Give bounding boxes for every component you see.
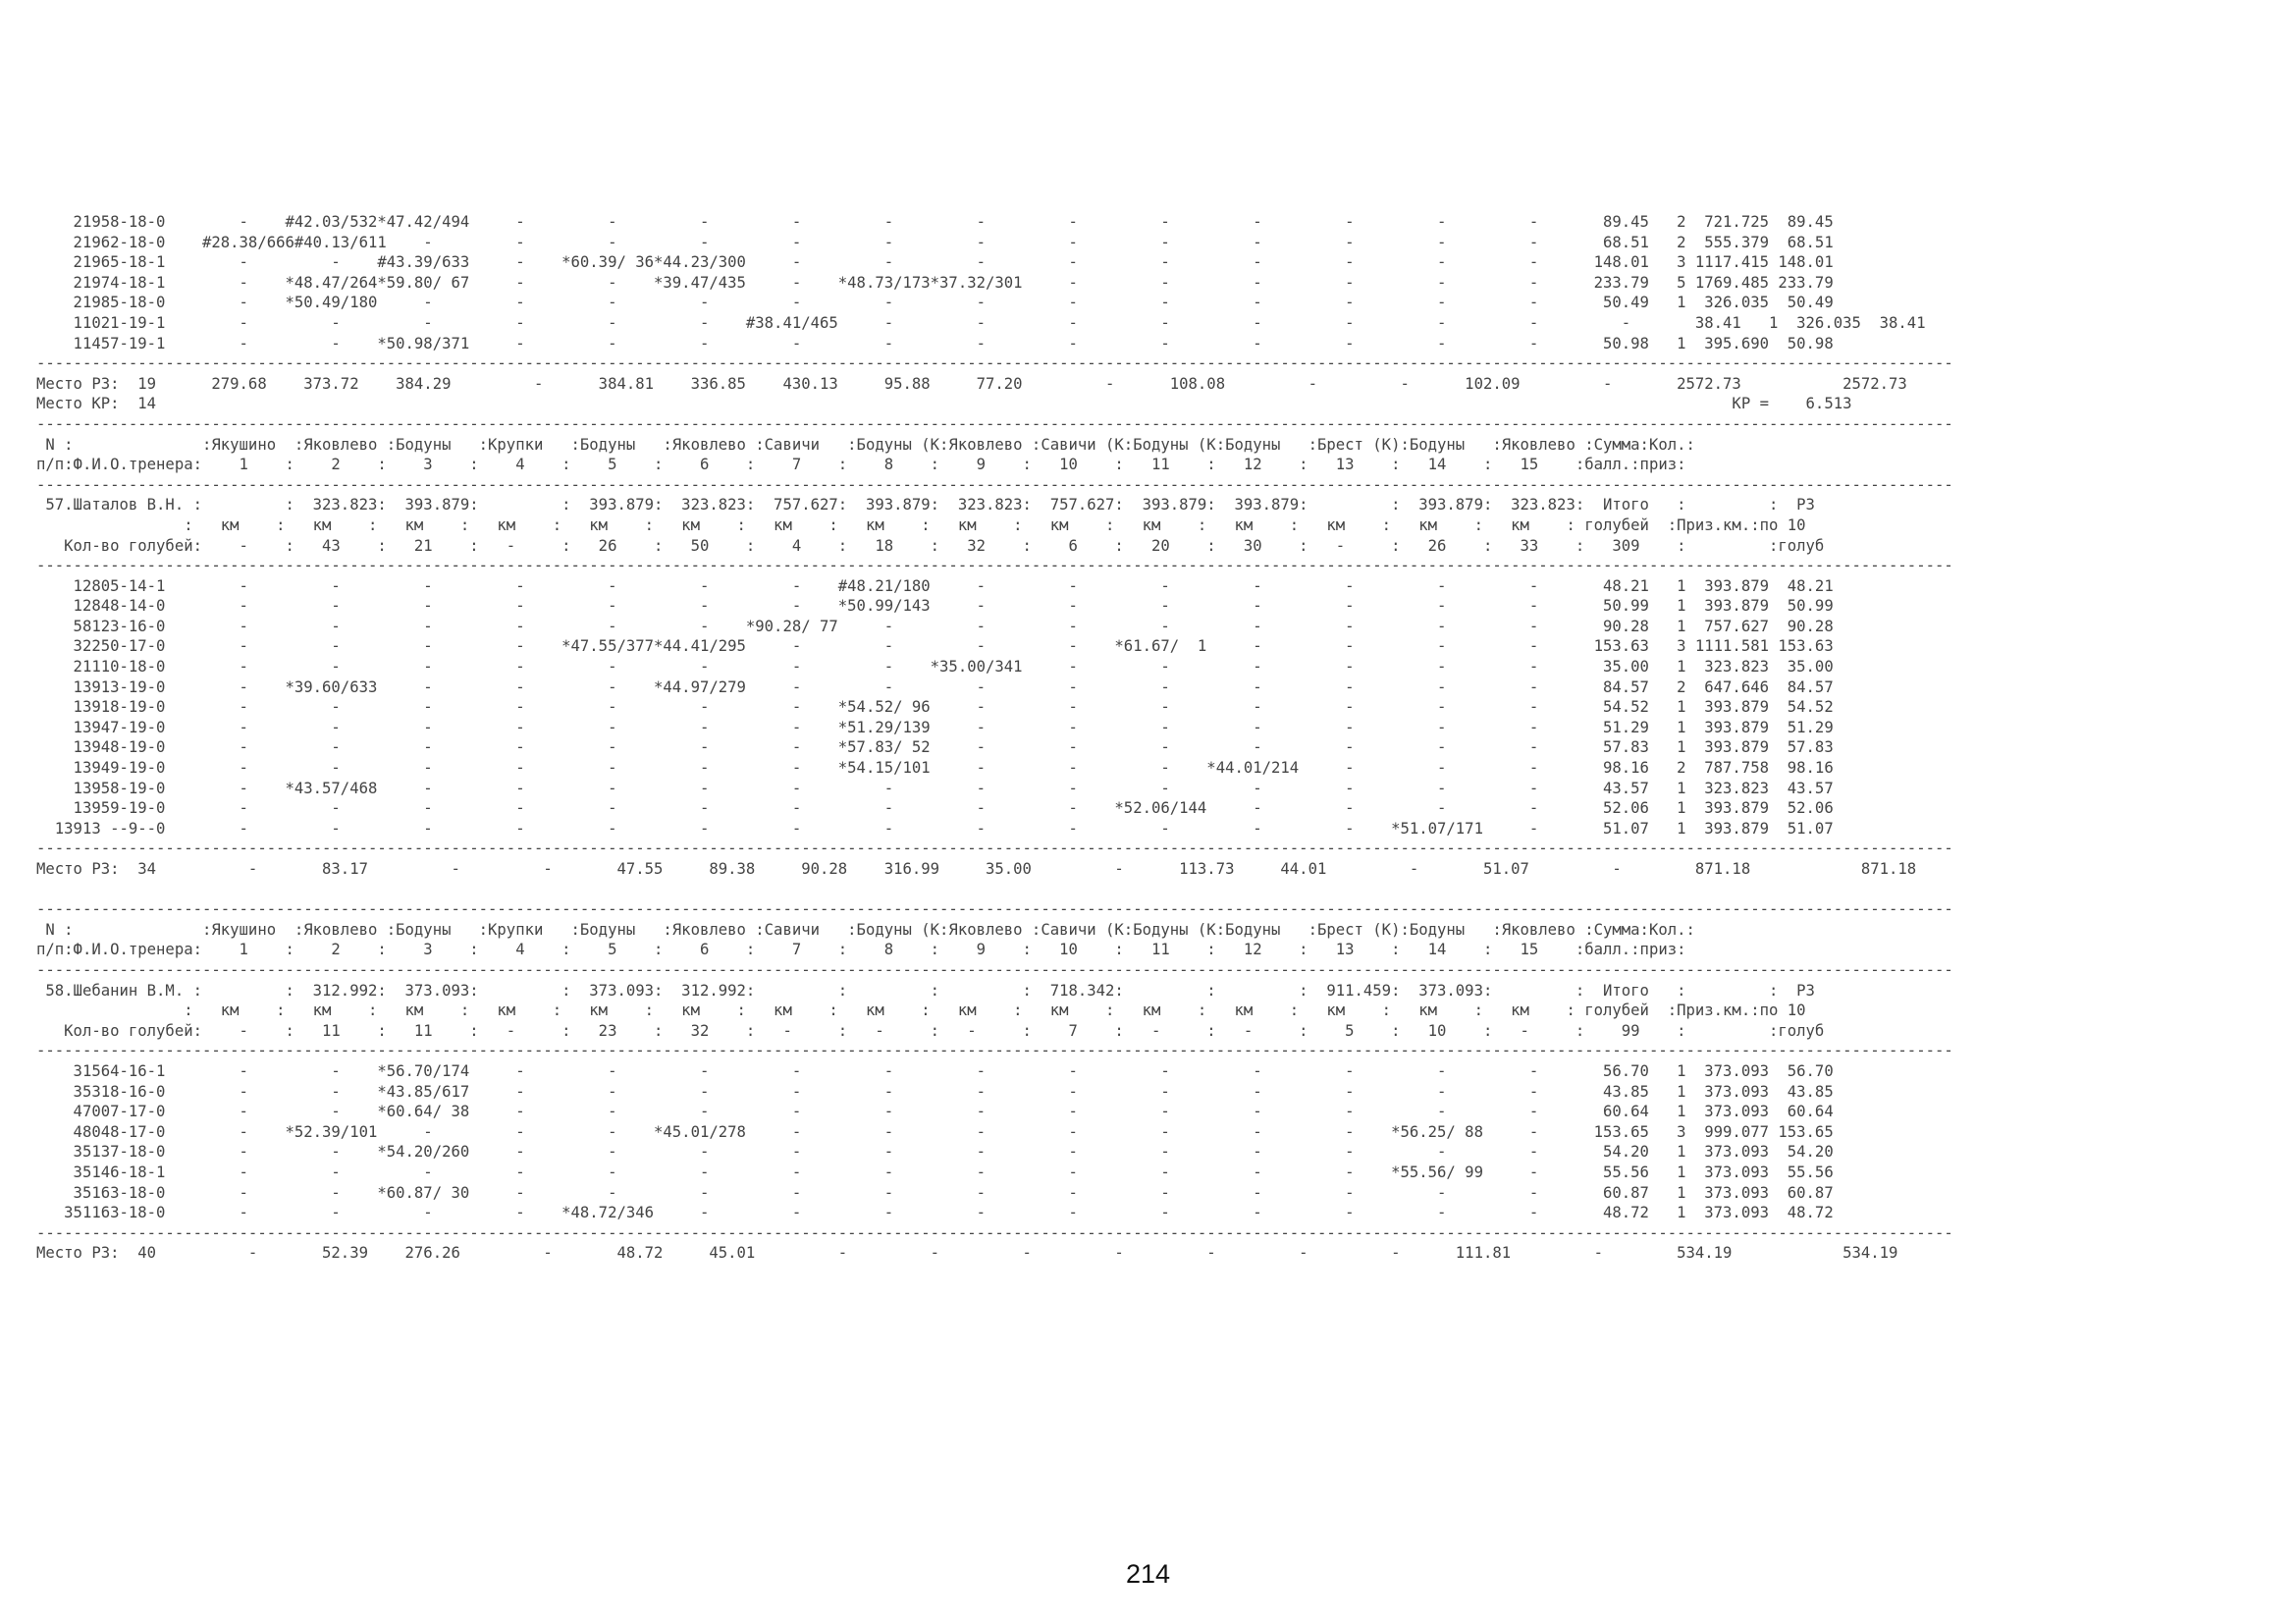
pigeon-row: 35318-16-0 - - *43.85/617 - - - - - - - - - - - - 43.85 1 373.093 43.85 [36,1082,1834,1101]
pigeon-count-row: Кол-во голубей: - : 11 : 11 : - : 23 : 32 : - : - : - : 7 : - : - : 5 : 10 : - : 99 : :голуб [36,1021,1825,1040]
pigeon-count-row: Кол-во голубей: - : 43 : 21 : - : 26 : 50 : 4 : 18 : 32 : 6 : 20 : 30 : - : 26 : 33 : 309 : :голуб [36,536,1825,555]
pigeon-row: 21985-18-0 - *50.49/180 - - - - - - - - - - - - - 50.49 1 326.035 50.49 [36,294,1834,312]
kr-place-line: Место КР: 14 КР = 6.513 [36,395,1852,413]
pigeon-row: 35146-18-1 - - - - - - - - - - - - - *55.56/ 99 - 55.56 1 373.093 55.56 [36,1163,1834,1181]
separator-line: ---------------------------------------------------------------------------------------------------------------------------------------------------------------------------------------------------------------- [36,557,1953,575]
pigeon-row: 21974-18-1 - *48.47/264*59.80/ 67 - - *39.47/435 - *48.73/173*37.32/301 - - - - - - 233.79 5 1769.485 233.79 [36,273,1834,292]
race-number-row: п/п:Ф.И.О.тренера: 1 : 2 : 3 : 4 : 5 : 6 : 7 : 8 : 9 : 10 : 11 : 12 : 13 : 14 : 15 :балл.:приз: [36,456,1686,474]
pigeon-row: 12805-14-1 - - - - - - - #48.21/180 - - - - - - - 48.21 1 393.879 48.21 [36,576,1834,595]
race-header-row: N : :Якушино :Яковлево :Бодуны :Крупки :Бодуны :Яковлево :Савичи :Бодуны (К:Яковлево :Савичи (К:Бодуны (К:Бодуны :Брест (К):Бодуны :Яковлево :Сумма:Кол.: [36,920,1695,939]
separator-line: ---------------------------------------------------------------------------------------------------------------------------------------------------------------------------------------------------------------- [36,900,1953,919]
pigeon-row: 32250-17-0 - - - - *47.55/377*44.41/295 - - - - *61.67/ 1 - - - - 153.63 3 1111.581 153.63 [36,637,1834,656]
pigeon-row: 35137-18-0 - - *54.20/260 - - - - - - - - - - - - 54.20 1 373.093 54.20 [36,1143,1834,1162]
pigeon-row: 13918-19-0 - - - - - - - *54.52/ 96 - - - - - - - 54.52 1 393.879 54.52 [36,698,1834,717]
units-row: : км : км : км : км : км : км : км : км : км : км : км : км : км : км : км : голубей :Приз.км.:по 10 [36,515,1806,534]
pigeon-row: 11021-19-1 - - - - - - #38.41/465 - - - - - - - - - 38.41 1 326.035 38.41 [36,313,1926,332]
separator-line: ---------------------------------------------------------------------------------------------------------------------------------------------------------------------------------------------------------------- [36,354,1953,373]
separator-line: ---------------------------------------------------------------------------------------------------------------------------------------------------------------------------------------------------------------- [36,414,1953,433]
page-number: 214 [1125,1559,1171,1589]
separator-line: ---------------------------------------------------------------------------------------------------------------------------------------------------------------------------------------------------------------- [36,475,1953,494]
rz-place-totals: Место РЗ: 40 - 52.39 276.26 - 48.72 45.01 - - - - - - - 111.81 - 534.19 534.19 [36,1244,1898,1263]
pigeon-row: 47007-17-0 - - *60.64/ 38 - - - - - - - - - - - - 60.64 1 373.093 60.64 [36,1103,1834,1121]
pigeon-row: 21965-18-1 - - #43.39/633 - *60.39/ 36*44.23/300 - - - - - - - - - 148.01 3 1117.415 148.01 [36,253,1834,272]
pigeon-row: 13947-19-0 - - - - - - - *51.29/139 - - - - - - - 51.29 1 393.879 51.29 [36,718,1834,736]
pigeon-row: 13913-19-0 - *39.60/633 - - - *44.97/279 - - - - - - - - - 84.57 2 647.646 84.57 [36,677,1834,696]
separator-line: ---------------------------------------------------------------------------------------------------------------------------------------------------------------------------------------------------------------- [36,1223,1953,1242]
pigeon-row: 58123-16-0 - - - - - - *90.28/ 77 - - - - - - - - 90.28 1 757.627 90.28 [36,617,1834,635]
pigeon-row: 13949-19-0 - - - - - - - *54.15/101 - - - *44.01/214 - - - 98.16 2 787.758 98.16 [36,759,1834,778]
trainer-distance-row: 58.Шебанин В.М. : : 312.992: 373.093: : 373.093: 312.992: : : : 718.342: : : 911.459: 373.093: : Итого : : РЗ [36,981,1815,1000]
rz-place-totals: Место РЗ: 19 279.68 373.72 384.29 - 384.81 336.85 430.13 95.88 77.20 - 108.08 - - 102.09 - 2572.73 2572.73 [36,374,1907,393]
units-row: : км : км : км : км : км : км : км : км : км : км : км : км : км : км : км : голубей :Приз.км.:по 10 [36,1001,1806,1020]
separator-line: ---------------------------------------------------------------------------------------------------------------------------------------------------------------------------------------------------------------- [36,839,1953,858]
pigeon-row: 21962-18-0 #28.38/666#40.13/611 - - - - - - - - - - - - - 68.51 2 555.379 68.51 [36,233,1834,251]
pigeon-row: 31564-16-1 - - *56.70/174 - - - - - - - - - - - - 56.70 1 373.093 56.70 [36,1061,1834,1080]
pigeon-row: 13958-19-0 - *43.57/468 - - - - - - - - - - - - - 43.57 1 323.823 43.57 [36,779,1834,797]
pigeon-row: 13913 --9--0 - - - - - - - - - - - - - *51.07/171 - 51.07 1 393.879 51.07 [36,819,1834,838]
pigeon-row: 11457-19-1 - - *50.98/371 - - - - - - - - - - - - 50.98 1 395.690 50.98 [36,334,1834,352]
pigeon-row: 13959-19-0 - - - - - - - - - - *52.06/144 - - - - 52.06 1 393.879 52.06 [36,799,1834,818]
results-printout [36,212,1953,1264]
trainer-distance-row: 57.Шаталов В.Н. : : 323.823: 393.879: : 393.879: 323.823: 757.627: 393.879: 323.823: 757.627: 393.879: 393.879: : 393.879: 323.823: Итого : : РЗ [36,496,1815,514]
pigeon-row: 48048-17-0 - *52.39/101 - - - *45.01/278 - - - - - - - *56.25/ 88 - 153.65 3 999.077 153.65 [36,1122,1834,1141]
pigeon-row: 21110-18-0 - - - - - - - - *35.00/341 - - - - - - 35.00 1 323.823 35.00 [36,658,1834,677]
blank-line [36,880,1953,900]
separator-line: ---------------------------------------------------------------------------------------------------------------------------------------------------------------------------------------------------------------- [36,960,1953,979]
pigeon-row: 13948-19-0 - - - - - - - *57.83/ 52 - - - - - - - 57.83 1 393.879 57.83 [36,738,1834,757]
rz-place-totals: Место РЗ: 34 - 83.17 - - 47.55 89.38 90.28 316.99 35.00 - 113.73 44.01 - 51.07 - 871.18 871.18 [36,860,1917,878]
race-number-row: п/п:Ф.И.О.тренера: 1 : 2 : 3 : 4 : 5 : 6 : 7 : 8 : 9 : 10 : 11 : 12 : 13 : 14 : 15 :балл.:приз: [36,941,1686,959]
race-header-row: N : :Якушино :Яковлево :Бодуны :Крупки :Бодуны :Яковлево :Савичи :Бодуны (К:Яковлево :Савичи (К:Бодуны (К:Бодуны :Брест (К):Бодуны :Яковлево :Сумма:Кол.: [36,435,1695,454]
pigeon-row: 21958-18-0 - #42.03/532*47.42/494 - - - - - - - - - - - - 89.45 2 721.725 89.45 [36,213,1834,231]
pigeon-row: 35163-18-0 - - *60.87/ 30 - - - - - - - - - - - - 60.87 1 373.093 60.87 [36,1183,1834,1202]
separator-line: ---------------------------------------------------------------------------------------------------------------------------------------------------------------------------------------------------------------- [36,1042,1953,1060]
pigeon-row: 12848-14-0 - - - - - - - *50.99/143 - - - - - - - 50.99 1 393.879 50.99 [36,597,1834,616]
pigeon-row: 351163-18-0 - - - - *48.72/346 - - - - - - - - - - 48.72 1 373.093 48.72 [36,1204,1834,1222]
